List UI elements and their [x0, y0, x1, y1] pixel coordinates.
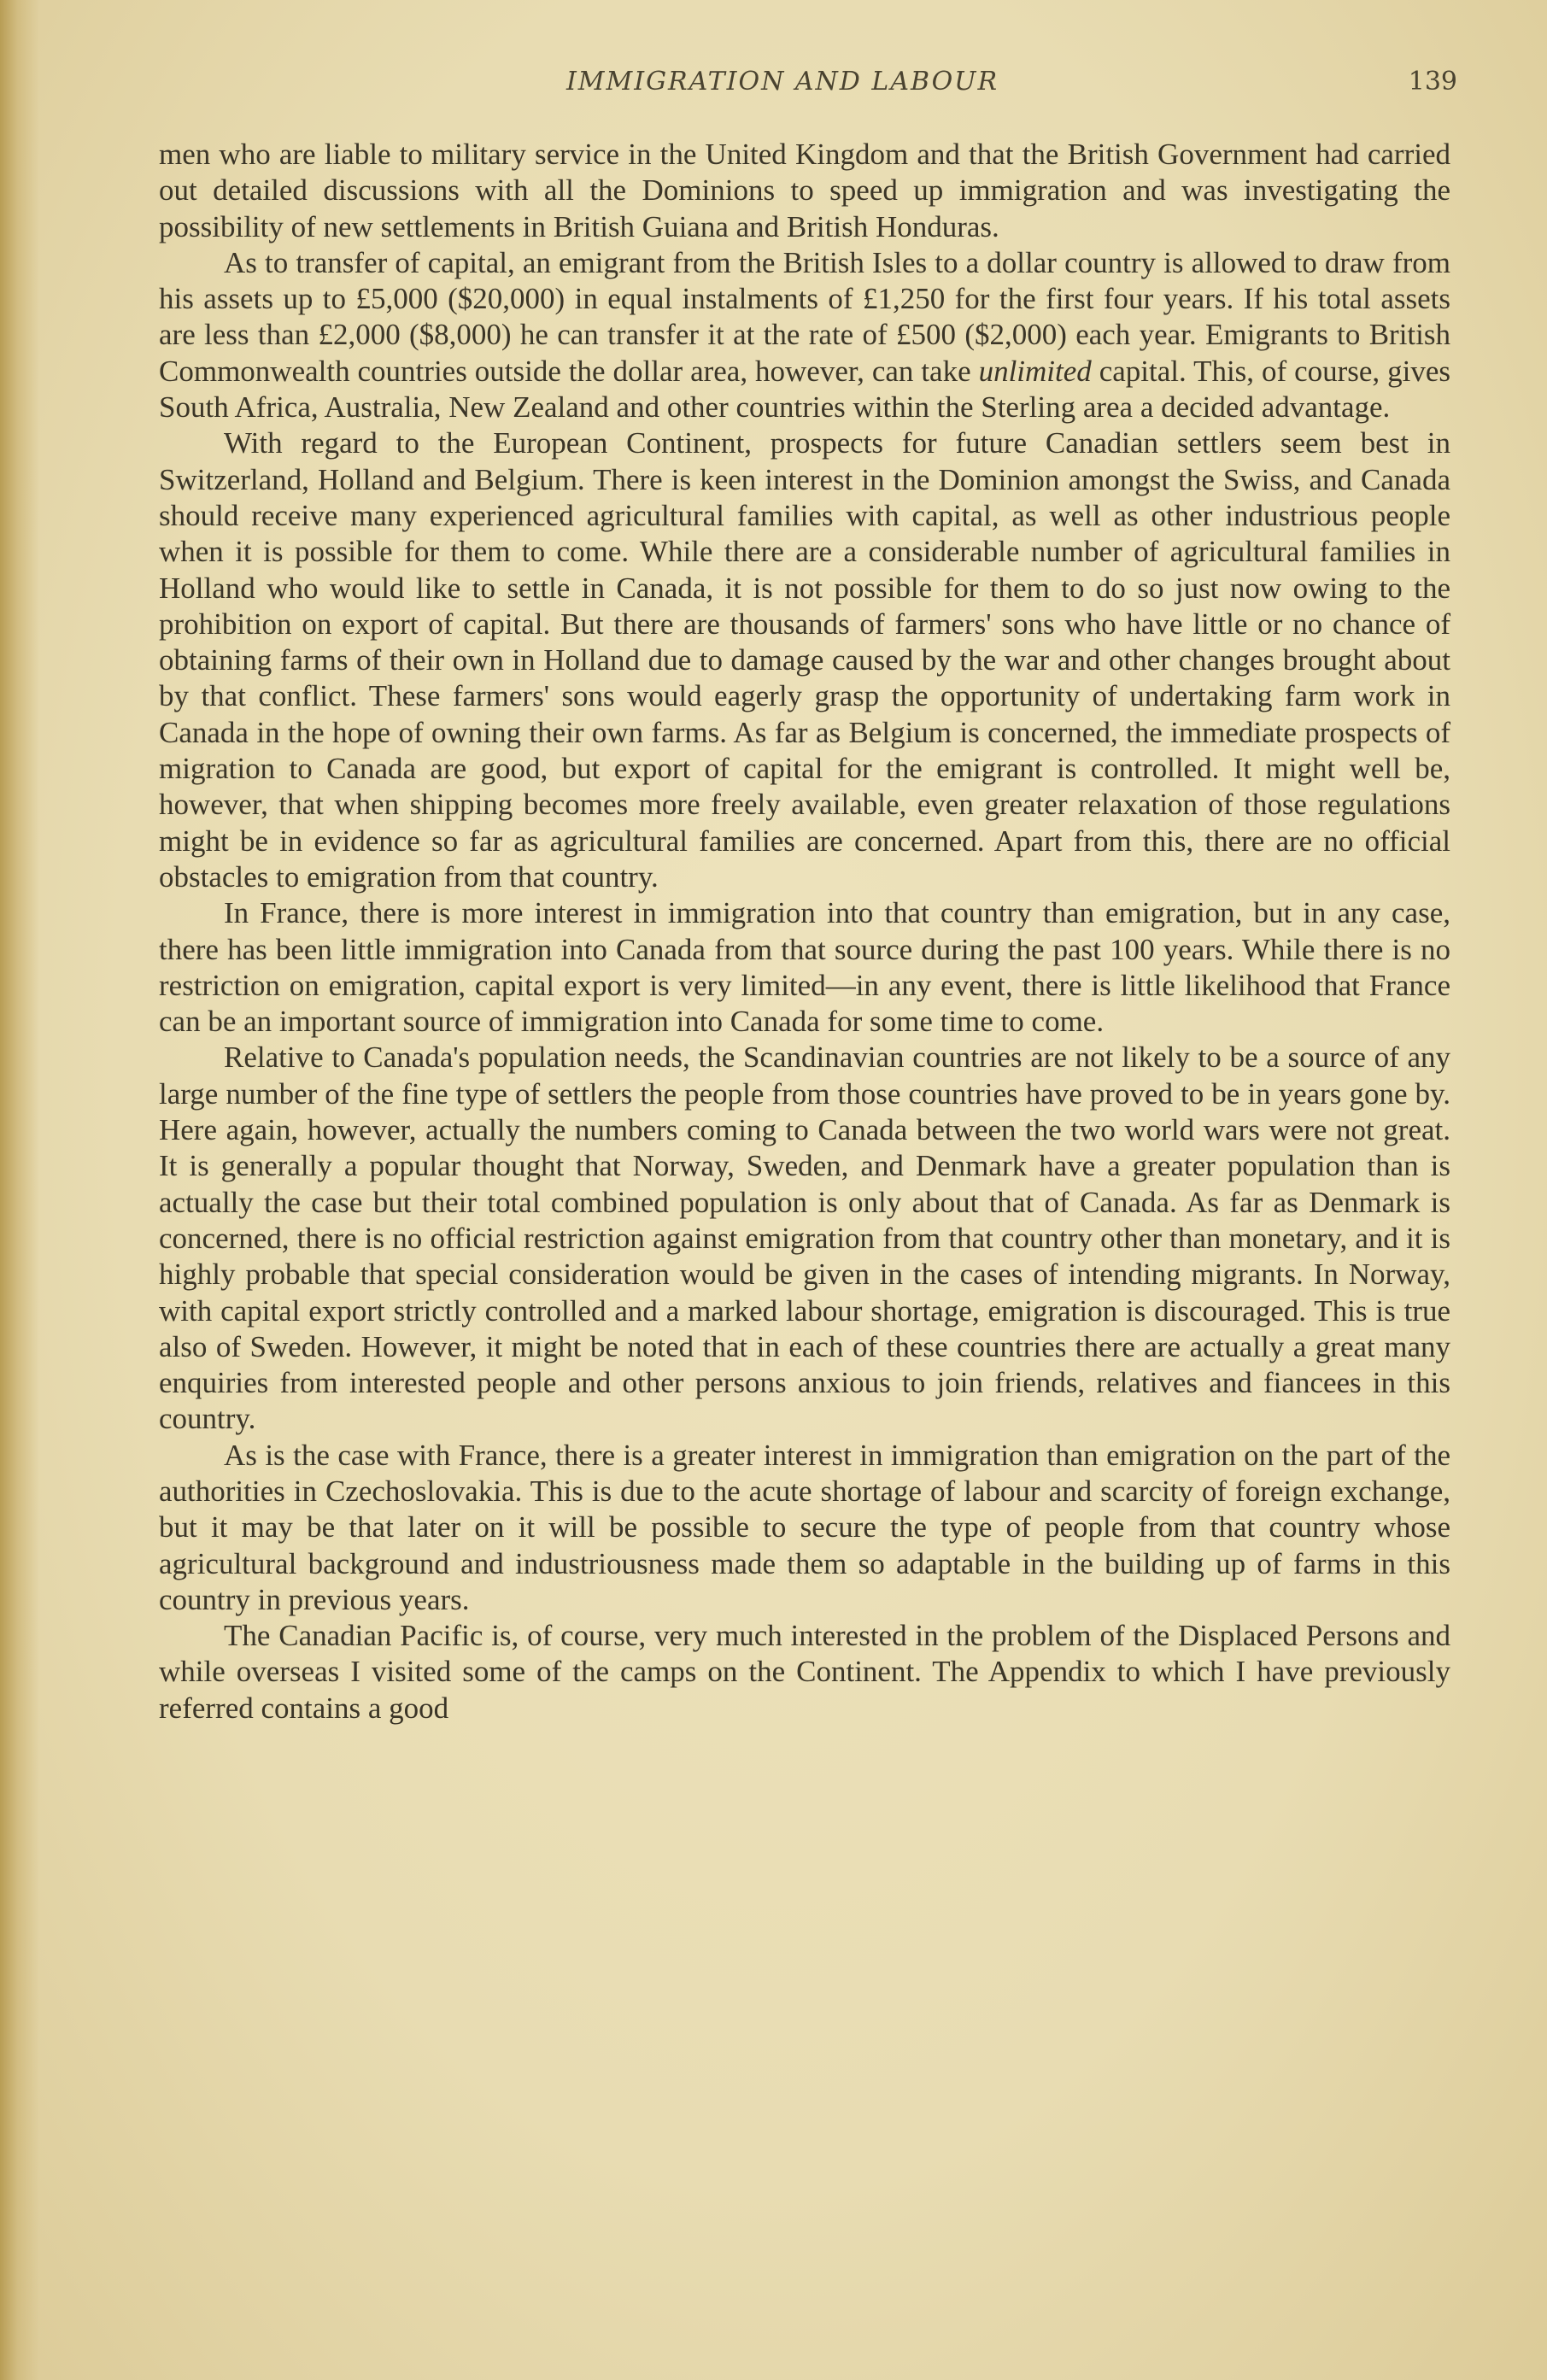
paragraph-displaced-persons: The Canadian Pacific is, of course, very much interested in the problem of the Displaced Persons and while overseas I visited some of the camps on the Continent. The Appendix to which I have previously referred contains a good — [159, 1619, 1450, 1725]
body-text — [159, 137, 1450, 1726]
paragraph-capital-transfer — [159, 245, 1450, 425]
paragraph-text: capital. This, of course, gives South Africa, Australia, New Zealand and other countries within the Sterling area a decided advantage. — [159, 354, 1450, 425]
paragraph-france: In France, there is more interest in immigration into that country than emigration, but in any case, there has been little immigration into Canada from that source during the past 100 years. While there is no restriction on emigration, capital export is very limited—in any event, there is little likelihood that France can be an important source of immigration into Canada for some time to come. — [159, 896, 1450, 1039]
paragraph-text: As to transfer of capital, an emigrant from the British Isles to a dollar country is allowed to draw from his assets up to £5,000 ($20,000) in equal instalments of £1,250 for the first four years. If his total assets are less than £2,000 ($8,000) he can transfer it at the rate of £500 ($2,000) each year. Emigrants to British Commonwealth countries outside the dollar area, however, can take — [159, 245, 1450, 388]
page-edge-shading — [0, 0, 39, 2380]
paragraph-czechoslovakia: As is the case with France, there is a greater interest in immigration than emigration on the part of the authorities in Czechoslovakia. This is due to the acute shortage of labour and scarcity of foreign exchange, but it may be that later on it will be possible to secure the type of people from that country whose agricultural background and industriousness made them so adaptable in the building up of farms in this country in previous years. — [159, 1438, 1450, 1616]
running-head: IMMIGRATION AND LABOUR — [565, 67, 999, 97]
paragraph-scandinavia: Relative to Canada's population needs, the Scandinavian countries are not likely to be a source of any large number of the fine type of settlers the people from those countries have proved to be in years gone by. Here again, however, actually the numbers coming to Canada between the two world wars were not great. It is generally a popular thought that Norway, Sweden, and Denmark have a greater population than is actually the case but their total combined population is only about that of Canada. As far as Denmark is concerned, there is no official restriction against emigration from that country other than monetary, and it is highly probable that special consideration would be given in the cases of intending migrants. In Norway, with capital export strictly controlled and a marked labour shortage, emigration is discouraged. This is true also of Sweden. However, it might be noted that in each of these countries there are actually a great many enquiries from interested people and other persons anxious to join friends, relatives and fiancees in this country. — [159, 1041, 1450, 1436]
paragraph-european-continent: With regard to the European Continent, prospects for future Canadian settlers seem best in Switzerland, Holland and Belgium. There is keen interest in the Dominion amongst the Swiss, and Canada should receive many experienced agricultural families with capital, as well as other industrious people when it is possible for them to come. While there are a considerable number of agricultural families in Holland who would like to settle in Canada, it is not possible for them to do so just now owing to the prohibition on export of capital. But there are thousands of farmers' sons who have little or no chance of obtaining farms of their own in Holland due to damage caused by the war and other changes brought about by that conflict. These farmers' sons would eagerly grasp the opportunity of undertaking farm work in Canada in the hope of owning their own farms. As far as Belgium is concerned, the immediate prospects of migration to Canada are good, but export of capital for the emigrant is controlled. It might well be, however, that when shipping becomes more freely available, even greater relaxation of those regulations might be in evidence so far as agricultural families are concerned. Apart from this, there are no official obstacles to emigration from that country. — [159, 426, 1450, 894]
page-header — [159, 67, 1457, 104]
paragraph-continued: men who are liable to military service in the United Kingdom and that the British Government had carried out detailed discussions with all the Dominions to speed up immigration and was investigating the possibility of new settlements in British Guiana and British Honduras. — [159, 138, 1450, 243]
emphasis-text: unlimited — [978, 354, 1092, 388]
page-number: 139 — [1408, 67, 1457, 97]
